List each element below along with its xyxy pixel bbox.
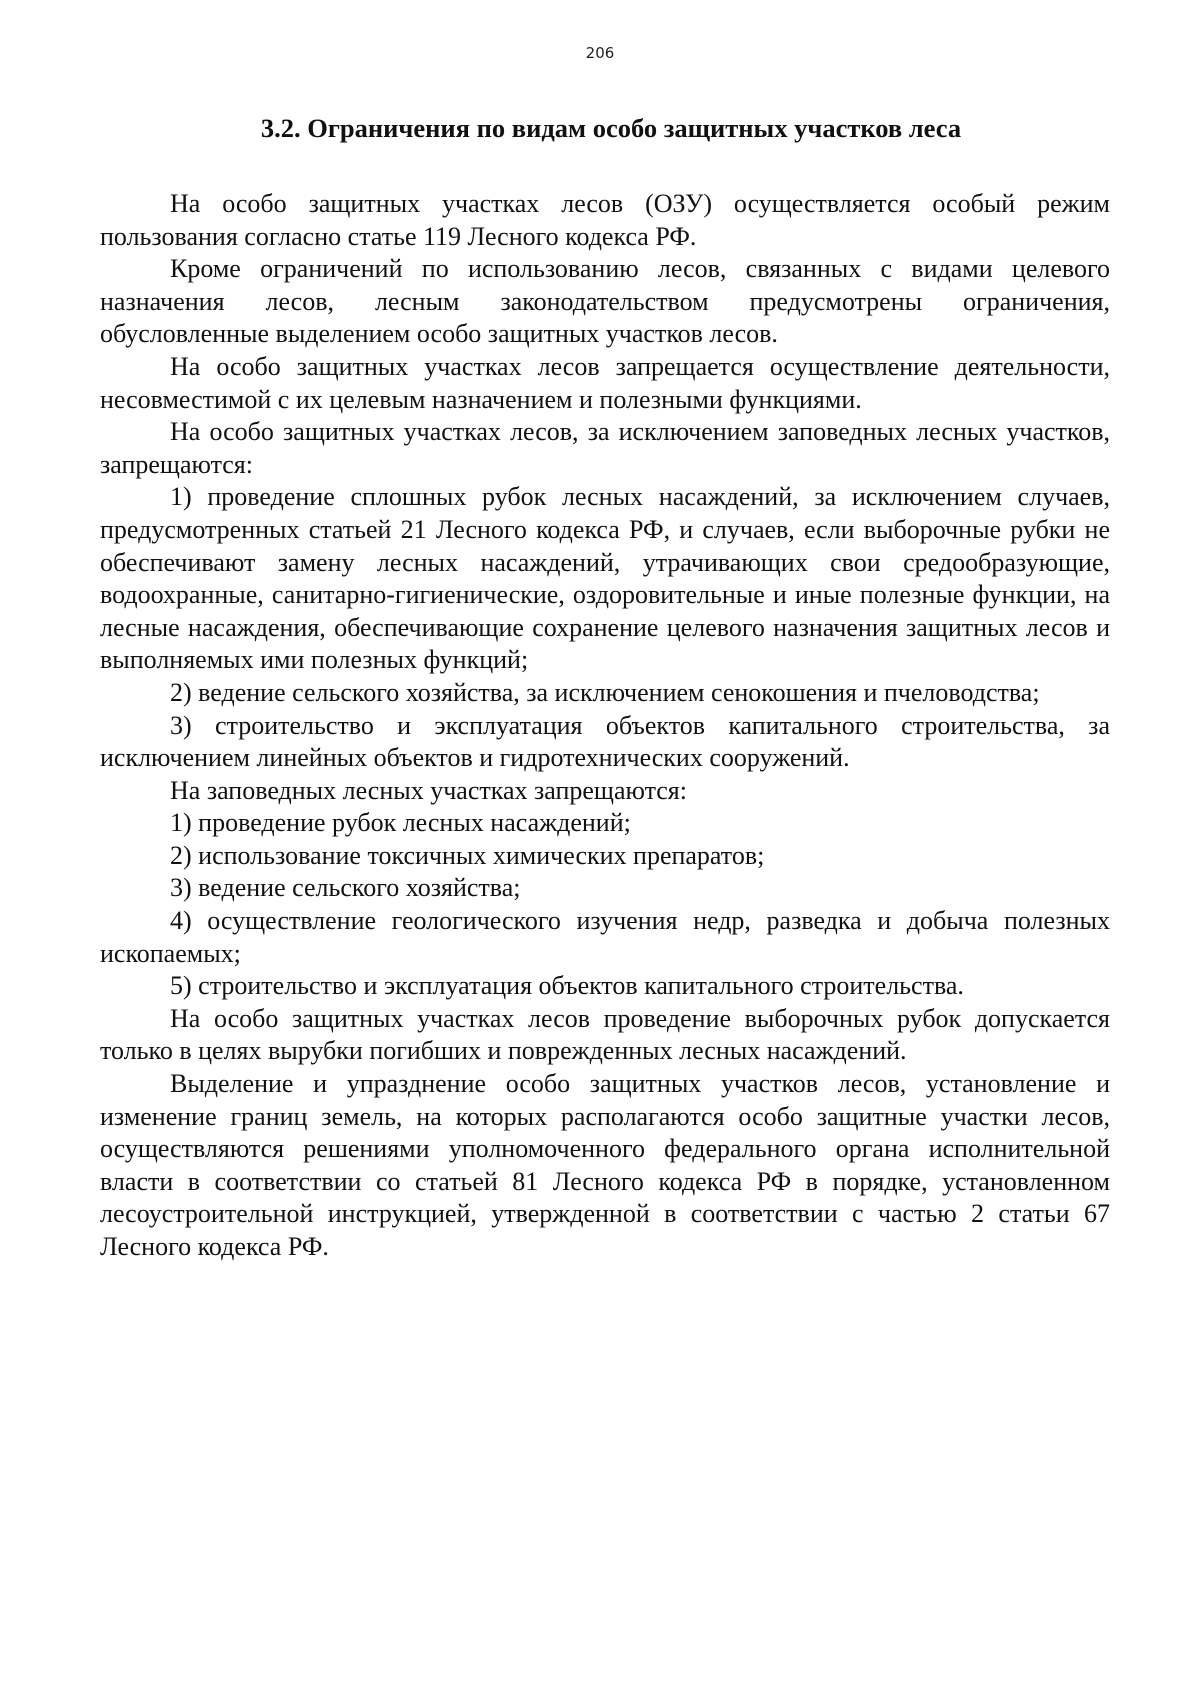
list-item: 1) проведение сплошных рубок лесных насаждений, за исключением случаев, предусмотренных статьей 21 Лесного кодекса РФ, и случаев, если выборочные рубки не обеспечивают замену лесных насаждений, утрачивающих свои средообразующие, водоохранные, санитарно-гигиенические, оздоровительные и иные полезные функции, на лесные насаждения, обеспечивающие сохранение целевого назначения защитных лесов и выполняемых ими полезных функций; — [100, 482, 1110, 675]
paragraph: На особо защитных участках лесов проведение выборочных рубок допускается только в целях вырубки погибших и поврежденных лесных насаждений. — [100, 1003, 1110, 1066]
paragraph: На особо защитных участках лесов запрещается осуществление деятельности, несовместимой с их целевым назначением и полезными функциями. — [100, 351, 1110, 414]
paragraph: На особо защитных участках лесов (ОЗУ) осуществляется особый режим пользования согласно статье 119 Лесного кодекса РФ. — [100, 189, 1110, 251]
paragraph: Выделение и упразднение особо защитных участков лесов, установление и изменение границ земель, на которых располагаются особо защитные участки лесов, осуществляются решениями уполномоченного федерального органа исполнительной власти в соответствии со статьей 81 Лесного кодекса РФ в порядке, установленном лесоустроительной инструкцией, утвержденной в соответствии с частью 2 статьи 67 Лесного кодекса РФ. — [100, 1069, 1110, 1261]
paragraph: Кроме ограничений по использованию лесов, связанных с видами целевого назначения лесов, лесным законодательством предусмотрены ограничения, обусловленные выделением особо защитных участков лесов. — [100, 254, 1110, 349]
page-number: 206 — [585, 44, 615, 62]
list-item: 2) ведение сельского хозяйства, за исключением сенокошения и пчеловодства; — [170, 677, 1040, 707]
list-item: 1) проведение рубок лесных насаждений; — [170, 808, 631, 838]
list-item: 5) строительство и эксплуатация объектов капитального строительства. — [170, 971, 964, 1001]
paragraph: На особо защитных участках лесов, за исключением заповедных лесных участков, запрещаются: — [100, 417, 1110, 479]
list-item: 2) использование токсичных химических препаратов; — [170, 840, 765, 870]
document-body — [100, 112, 1110, 1264]
section-title: 3.2. Ограничения по видам особо защитных участков леса — [260, 113, 962, 143]
list-item: 4) осуществление геологического изучения недр, разведка и добыча полезных ископаемых; — [100, 906, 1110, 968]
list-item: 3) строительство и эксплуатация объектов капитального строительства, за исключением линейных объектов и гидротехнических сооружений. — [100, 710, 1110, 773]
paragraph: На заповедных лесных участках запрещаются: — [170, 775, 687, 805]
list-item: 3) ведение сельского хозяйства; — [170, 873, 521, 903]
